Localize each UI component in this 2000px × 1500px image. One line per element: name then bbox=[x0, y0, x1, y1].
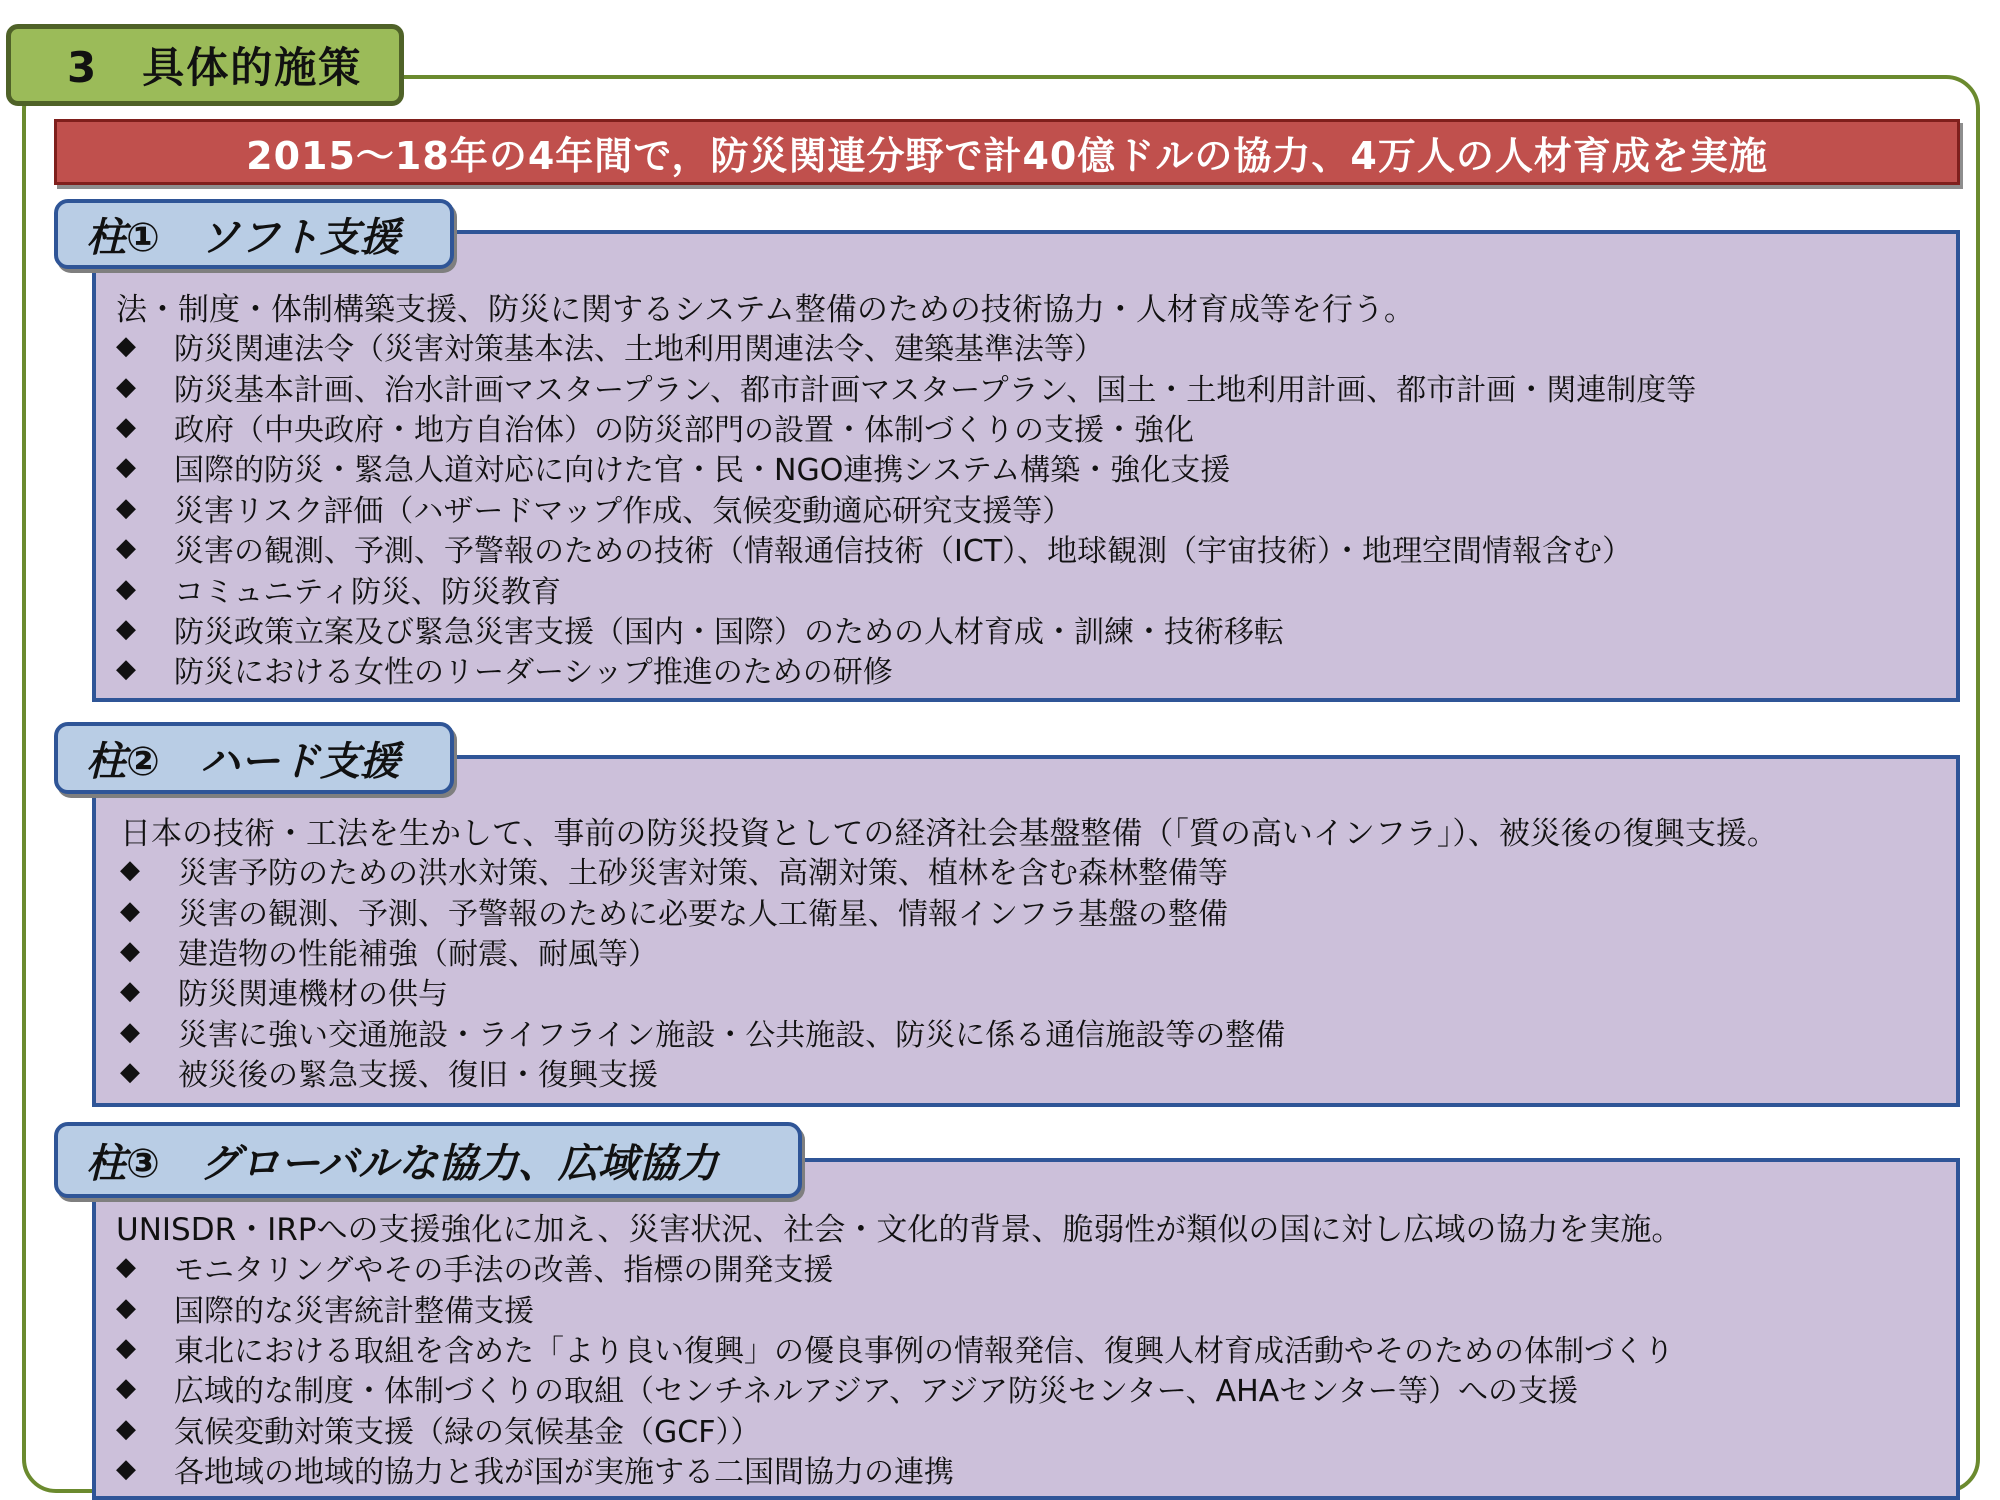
diamond-bullet-icon: ◆ bbox=[116, 1454, 136, 1485]
list-item-text: 災害リスク評価（ハザードマップ作成、気候変動適応研究支援等） bbox=[174, 493, 1073, 529]
diamond-bullet-icon: ◆ bbox=[116, 371, 136, 402]
list-item bbox=[116, 366, 1696, 406]
diamond-bullet-icon: ◆ bbox=[116, 411, 136, 442]
list-item bbox=[116, 488, 1696, 528]
diamond-bullet-icon: ◆ bbox=[116, 654, 136, 685]
diamond-bullet-icon: ◆ bbox=[116, 533, 136, 564]
list-item bbox=[116, 326, 1696, 366]
pillar-2-title: 柱② ハード支援 bbox=[54, 722, 454, 794]
list-item bbox=[116, 407, 1696, 447]
list-item bbox=[120, 971, 1285, 1011]
diamond-bullet-icon: ◆ bbox=[116, 492, 136, 523]
pillar-2-list bbox=[120, 850, 1285, 1092]
list-item bbox=[120, 850, 1285, 890]
list-item-text: 東北における取組を含めた「より良い復興」の優良事例の情報発信、復興人材育成活動やそのための体制づくり bbox=[174, 1333, 1674, 1369]
list-item bbox=[116, 1368, 1674, 1408]
diamond-bullet-icon: ◆ bbox=[116, 452, 136, 483]
diamond-bullet-icon: ◆ bbox=[116, 331, 136, 362]
diamond-bullet-icon: ◆ bbox=[116, 1252, 136, 1283]
list-item-text: 災害予防のための洪水対策、土砂災害対策、高潮対策、植林を含む森林整備等 bbox=[178, 856, 1228, 892]
list-item bbox=[116, 649, 1696, 689]
list-item-text: 国際的防災・緊急人道対応に向けた官・民・NGO連携システム構築・強化支援 bbox=[174, 453, 1231, 489]
diamond-bullet-icon: ◆ bbox=[120, 1057, 140, 1088]
list-item bbox=[120, 890, 1285, 930]
summary-banner: 2015～18年の4年間で，防災関連分野で計40億ドルの協力、4万人の人材育成を実施 bbox=[54, 119, 1960, 185]
list-item-text: 防災関連法令（災害対策基本法、土地利用関連法令、建築基準法等） bbox=[174, 332, 1104, 368]
diamond-bullet-icon: ◆ bbox=[116, 1413, 136, 1444]
list-item-text: モニタリングやその手法の改善、指標の開発支援 bbox=[174, 1253, 834, 1289]
list-item-text: 建造物の性能補強（耐震、耐風等） bbox=[178, 936, 658, 972]
diamond-bullet-icon: ◆ bbox=[116, 613, 136, 644]
list-item-text: 災害の観測、予測、予警報のための技術（情報通信技術（ICT）、地球観測（宇宙技術）・地理空間情報含む） bbox=[174, 534, 1633, 570]
pillar-1-intro: 法・制度・体制構築支援、防災に関するシステム整備のための技術協力・人材育成等を行う。 bbox=[116, 292, 1415, 328]
list-item-text: 防災政策立案及び緊急災害支援（国内・国際）のための人材育成・訓練・技術移転 bbox=[174, 614, 1284, 650]
list-item bbox=[116, 1247, 1674, 1287]
diamond-bullet-icon: ◆ bbox=[120, 935, 140, 966]
list-item bbox=[116, 609, 1696, 649]
list-item-text: コミュニティ防災、防災教育 bbox=[174, 574, 561, 610]
diamond-bullet-icon: ◆ bbox=[116, 573, 136, 604]
list-item bbox=[116, 1409, 1674, 1449]
diamond-bullet-icon: ◆ bbox=[116, 1332, 136, 1363]
list-item-text: 気候変動対策支援（緑の気候基金（GCF）） bbox=[174, 1414, 761, 1450]
diamond-bullet-icon: ◆ bbox=[120, 855, 140, 886]
list-item bbox=[116, 1287, 1674, 1327]
list-item-text: 政府（中央政府・地方自治体）の防災部門の設置・体制づくりの支援・強化 bbox=[174, 412, 1194, 448]
list-item bbox=[116, 528, 1696, 568]
list-item bbox=[120, 1052, 1285, 1092]
list-item-text: 災害の観測、予測、予警報のために必要な人工衛星、情報インフラ基盤の整備 bbox=[178, 896, 1228, 932]
pillar-1-list bbox=[116, 326, 1696, 690]
diamond-bullet-icon: ◆ bbox=[116, 1373, 136, 1404]
list-item-text: 防災における女性のリーダーシップ推進のための研修 bbox=[174, 655, 893, 691]
list-item-text: 防災関連機材の供与 bbox=[178, 977, 448, 1013]
list-item bbox=[120, 1012, 1285, 1052]
list-item bbox=[116, 1328, 1674, 1368]
list-item-text: 各地域の地域的協力と我が国が実施する二国間協力の連携 bbox=[174, 1455, 954, 1491]
pillar-1-title: 柱① ソフト支援 bbox=[54, 199, 454, 269]
section-title: 3 具体的施策 bbox=[6, 24, 404, 106]
list-item-text: 災害に強い交通施設・ライフライン施設・公共施設、防災に係る通信施設等の整備 bbox=[178, 1017, 1286, 1053]
list-item-text: 広域的な制度・体制づくりの取組（センチネルアジア、アジア防災センター、AHAセンター等）への支援 bbox=[174, 1374, 1579, 1410]
diamond-bullet-icon: ◆ bbox=[120, 976, 140, 1007]
pillar-3-title: 柱③ グローバルな協力、広域協力 bbox=[54, 1122, 802, 1198]
list-item bbox=[116, 447, 1696, 487]
list-item bbox=[116, 568, 1696, 608]
list-item-text: 被災後の緊急支援、復旧・復興支援 bbox=[178, 1058, 658, 1094]
list-item bbox=[116, 1449, 1674, 1489]
diamond-bullet-icon: ◆ bbox=[120, 1016, 140, 1047]
pillar-3-intro: UNISDR・IRPへの支援強化に加え、災害状況、社会・文化的背景、脆弱性が類似の国に対し広域の協力を実施。 bbox=[116, 1212, 1683, 1248]
list-item-text: 防災基本計画、治水計画マスタープラン、都市計画マスタープラン、国土・土地利用計画、都市計画・関連制度等 bbox=[174, 372, 1697, 408]
list-item bbox=[120, 931, 1285, 971]
pillar-3-list bbox=[116, 1247, 1674, 1489]
diamond-bullet-icon: ◆ bbox=[120, 895, 140, 926]
list-item-text: 国際的な災害統計整備支援 bbox=[174, 1293, 534, 1329]
diamond-bullet-icon: ◆ bbox=[116, 1292, 136, 1323]
pillar-2-intro: 日本の技術・工法を生かして、事前の防災投資としての経済社会基盤整備（「質の高いインフラ」）、被災後の復興支援。 bbox=[120, 816, 1778, 852]
